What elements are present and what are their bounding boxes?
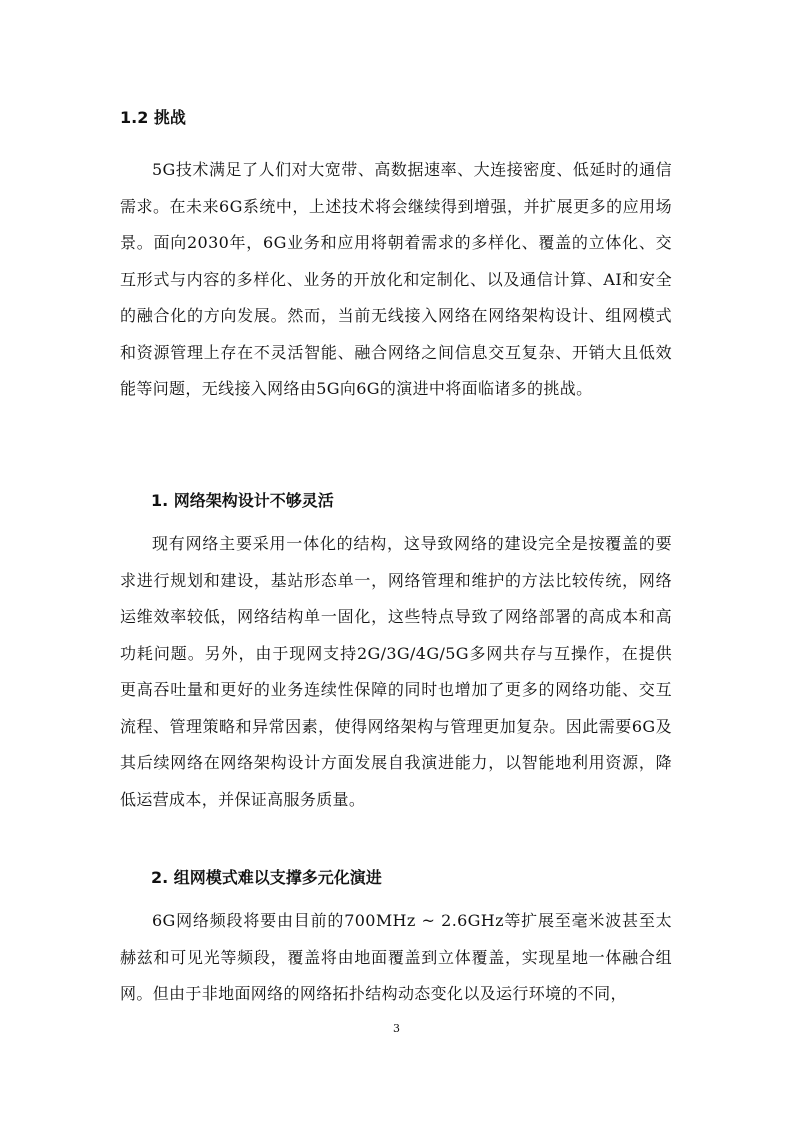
intro-paragraph: 5G技术满足了人们对大宽带、高数据速率、大连接密度、低延时的通信需求。在未来6G系统中，上述技术将会继续得到增强，并扩展更多的应用场景。面向2030年，6G业务和应用将朝着需求的多样化、覆盖的立体化、交互形式与内容的多样化、业务的开放化和定制化、以及通信计算、AI和安全的融合化的方向发展。然而，当前无线接入网络在网络架构设计、组网模式和资源管理上存在不灵活智能、融合网络之间信息交互复杂、开销大且低效能等问题，无线接入网络由5G向6G的演进中将面临诸多的挑战。	[120, 160, 672, 398]
challenge-1-heading: 1. 网络架构设计不够灵活	[151, 491, 334, 510]
challenge-2-heading: 2. 组网模式难以支撑多元化演进	[151, 868, 382, 887]
challenge-2-paragraph: 6G网络频段将要由目前的700MHz ~ 2.6GHz等扩展至毫米波甚至太赫兹和可见光等频段，覆盖将由地面覆盖到立体覆盖，实现星地一体融合组网。但由于非地面网络的网络拓扑结构动态变化以及运行环境的不同，	[120, 911, 672, 1003]
page-number: 3	[393, 1022, 400, 1035]
challenge-1-paragraph: 现有网络主要采用一体化的结构，这导致网络的建设完全是按覆盖的要求进行规划和建设，基站形态单一，网络管理和维护的方法比较传统，网络运维效率较低，网络结构单一固化，这些特点导致了网络部署的高成本和高功耗问题。另外，由于现网支持2G/3G/4G/5G多网共存与互操作，在提供更高吞吐量和更好的业务连续性保障的同时也增加了更多的网络功能、交互流程、管理策略和异常因素，使得网络架构与管理更加复杂。因此需要6G及其后续网络在网络架构设计方面发展自我演进能力，以智能地利用资源，降低运营成本，并保证高服务质量。	[120, 534, 672, 809]
section-heading: 1.2 挑战	[120, 108, 186, 127]
